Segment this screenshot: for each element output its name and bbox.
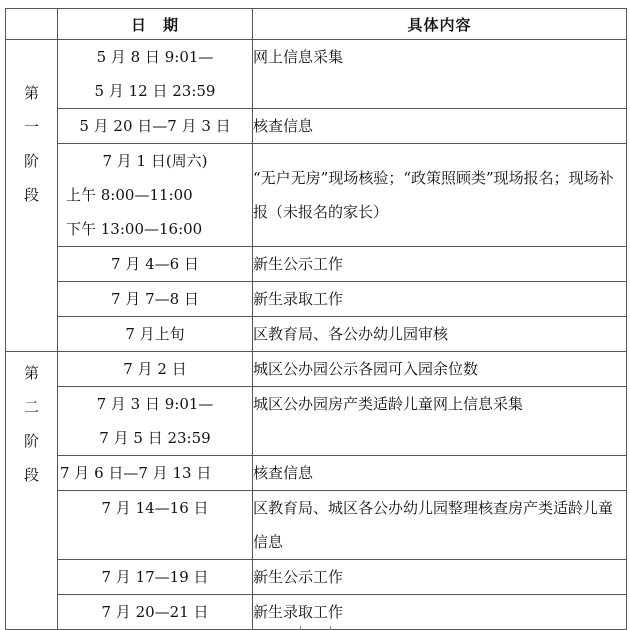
date-line: 5 月 12 日 23:59: [94, 82, 216, 100]
date-line: 7 月 14—16 日: [101, 499, 209, 517]
date-cell: [58, 282, 253, 317]
date-cell: [58, 560, 253, 595]
date-line: 7 月 2 日: [123, 360, 187, 378]
content-cell: 城区公办园公示各园可入园余位数: [253, 352, 627, 387]
table-row: [6, 560, 627, 595]
table-row: [6, 456, 627, 491]
stage-one-label: [6, 40, 58, 352]
content-cell: 城区公办园房产类适龄儿童网上信息采集: [253, 387, 627, 456]
date-line: 上午 8:00—11:00: [66, 186, 193, 204]
stage-char: 一: [23, 118, 39, 136]
content-cell: 区教育局、城区各公办幼儿园整理核查房产类适龄儿童信息: [253, 491, 627, 560]
content-cell: 核查信息: [253, 109, 627, 144]
header-row: [6, 9, 627, 40]
content-cell: 区教育局、各公办幼儿园审核: [253, 317, 627, 352]
table-row: [6, 352, 627, 387]
page-edge-mark: [300, 626, 301, 630]
date-line: 7 月 1 日(周六): [102, 152, 208, 170]
date-line: 5 月 8 日 9:01—: [96, 48, 214, 66]
date-cell: [58, 387, 253, 456]
date-line: 7 月 7—8 日: [111, 290, 199, 308]
table-row: [6, 387, 627, 456]
stage-header-cell: [6, 9, 58, 40]
stage-char: 段: [23, 466, 39, 484]
date-line: 7 月 20—21 日: [101, 603, 209, 621]
content-cell: 新生录取工作: [253, 282, 627, 317]
stage-char: 第: [23, 364, 39, 382]
date-line: 5 月 20 日—7 月 3 日: [79, 117, 231, 135]
page-edge-mark: [330, 626, 331, 630]
content-cell: 核查信息: [253, 456, 627, 491]
table-row: [6, 317, 627, 352]
date-line: 下午 13:00—16:00: [66, 220, 203, 238]
content-cell: “无户无房”现场核验；“政策照顾类”现场报名；现场补报（未报名的家长）: [253, 144, 627, 247]
table-row: [6, 40, 627, 109]
content-cell: 新生公示工作: [253, 560, 627, 595]
content-column-header: 具体内容: [253, 9, 627, 40]
content-cell: 网上信息采集: [253, 40, 627, 109]
table-row: [6, 247, 627, 282]
date-line: 7 月上旬: [125, 325, 185, 343]
date-line: 7 月 17—19 日: [101, 568, 209, 586]
table-row: [6, 282, 627, 317]
date-cell: [58, 317, 253, 352]
date-cell: [58, 352, 253, 387]
content-cell: 新生公示工作: [253, 247, 627, 282]
stage-two-label: [6, 352, 58, 630]
table-row: [6, 595, 627, 630]
date-cell: [58, 109, 253, 144]
table-row: [6, 144, 627, 247]
date-cell: [58, 595, 253, 630]
date-cell: [58, 40, 253, 109]
date-line: 7 月 5 日 23:59: [99, 429, 211, 447]
table-row: [6, 109, 627, 144]
stage-char: 阶: [23, 432, 39, 450]
date-cell: [58, 456, 253, 491]
stage-char: 阶: [23, 152, 39, 170]
date-cell: [58, 144, 253, 247]
stage-char: 段: [23, 186, 39, 204]
date-line: 7 月 4—6 日: [111, 255, 199, 273]
date-column-header: 日 期: [58, 9, 253, 40]
date-cell: [58, 491, 253, 560]
date-cell: [58, 247, 253, 282]
stage-char: 二: [23, 398, 39, 416]
date-line: 7 月 6 日—7 月 13 日: [60, 464, 212, 482]
content-cell: 新生录取工作: [253, 595, 627, 630]
stage-char: 第: [23, 84, 39, 102]
table-row: [6, 491, 627, 560]
date-line: 7 月 3 日 9:01—: [96, 395, 214, 413]
enrollment-schedule-table: [5, 8, 627, 630]
